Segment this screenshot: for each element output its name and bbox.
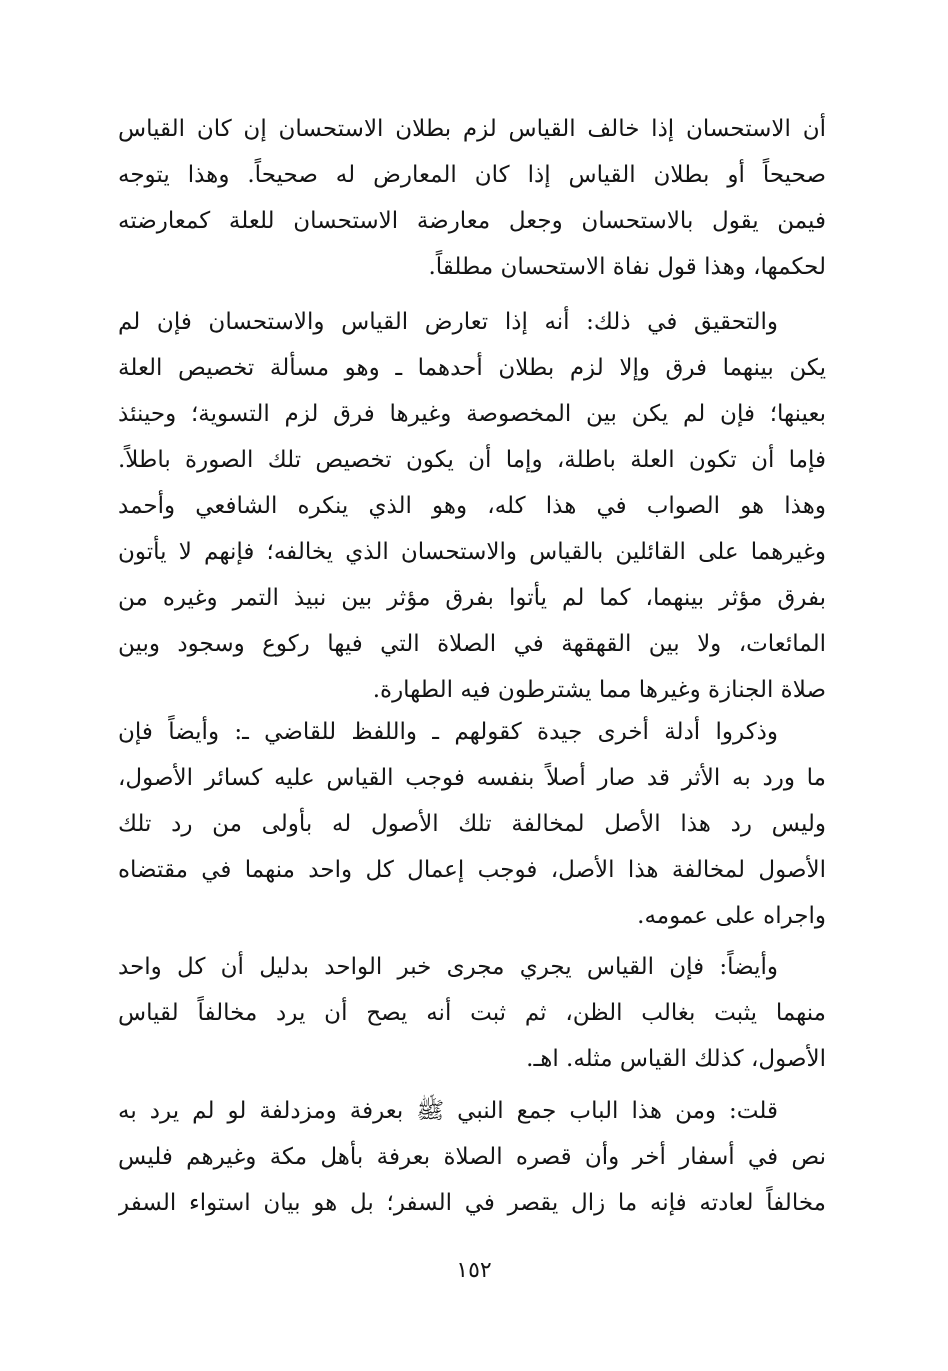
- text-line: فيمن يقول بالاستحسان وجعل معارضة الاستحسان للعلة كمعارضته: [118, 208, 826, 234]
- text-line: بعينها؛ فإن لم يكن بين المخصوصة وغيرها فرق لزم التسوية؛ وحينئذ: [118, 401, 826, 427]
- text-line: يكن بينهما فرق وإلا لزم بطلان أحدهما ـ وهو مسألة تخصيص العلة: [118, 355, 826, 381]
- text-line: وهذا هو الصواب في هذا كله، وهو الذي ينكره الشافعي وأحمد: [118, 493, 826, 519]
- text-line: نص في أسفار أخر وأن قصره الصلاة بعرفة بأهل مكة وغيرهم فليس: [118, 1144, 826, 1170]
- text-line: المائعات، ولا بين القهقهة في الصلاة التي فيها ركوع وسجود وبين: [118, 631, 826, 657]
- text-line: وغيرهما على القائلين بالقياس والاستحسان الذي يخالفه؛ فإنهم لا يأتون: [118, 539, 826, 565]
- paragraph-1: [118, 106, 826, 290]
- text-line: بفرق مؤثر بينهما، كما لم يأتوا بفرق مؤثر بين نبيذ التمر وغيره من: [118, 585, 826, 611]
- text-line: صلاة الجنازة وغيرها مما يشترطون فيه الطهارة.: [372, 677, 826, 703]
- text-line: والتحقيق في ذلك: أنه إذا تعارض القياس والاستحسان فإن لم: [118, 309, 778, 335]
- text-line: واجراه على عمومه.: [637, 903, 826, 929]
- paragraph-2: [118, 299, 826, 713]
- page-number: ١٥٢: [456, 1258, 492, 1283]
- paragraph-4: [118, 944, 826, 1082]
- text-line: صحيحاً أو بطلان القياس إذا كان المعارض له صحيحاً. وهذا يتوجه: [118, 162, 826, 188]
- text-line: أن الاستحسان إذا خالف القياس لزم بطلان الاستحسان إن كان القياس: [118, 116, 826, 142]
- text-line: مخالفاً لعادته فإنه ما زال يقصر في السفر؛ بل هو بيان استواء السفر: [118, 1190, 826, 1216]
- text-line: الأصول، كذلك القياس مثله. اهـ.: [526, 1046, 826, 1072]
- paragraph-3: [118, 709, 826, 939]
- text-line: وأيضاً: فإن القياس يجري مجرى خبر الواحد بدليل أن كل واحد: [118, 954, 778, 980]
- text-line: فإما أن تكون العلة باطلة، وإما أن يكون تخصيص تلك الصورة باطلاً.: [118, 447, 826, 473]
- text-line: وليس رد هذا الأصل لمخالفة تلك الأصول له بأولى من رد تلك: [118, 811, 826, 837]
- text-line: وذكروا أدلة أخرى جيدة كقولهم ـ واللفظ للقاضي ـ: وأيضاً فإن: [118, 719, 778, 745]
- text-line: ما ورد به الأثر قد صار أصلاً بنفسه فوجب القياس عليه كسائر الأصول،: [118, 765, 826, 791]
- text-line: منهما يثبت بغالب الظن، ثم ثبت أنه يصح أن يرد مخالفاً لقياس: [118, 1000, 826, 1026]
- text-line: لحكمها، وهذا قول نفاة الاستحسان مطلقاً.: [428, 254, 826, 280]
- text-line: الأصول لمخالفة هذا الأصل، فوجب إعمال كل واحد منهما في مقتضاه: [118, 857, 826, 883]
- paragraph-5: [118, 1088, 826, 1226]
- text-line: قلت: ومن هذا الباب جمع النبي ﷺ بعرفة ومزدلفة لو لم يرد به: [118, 1098, 778, 1124]
